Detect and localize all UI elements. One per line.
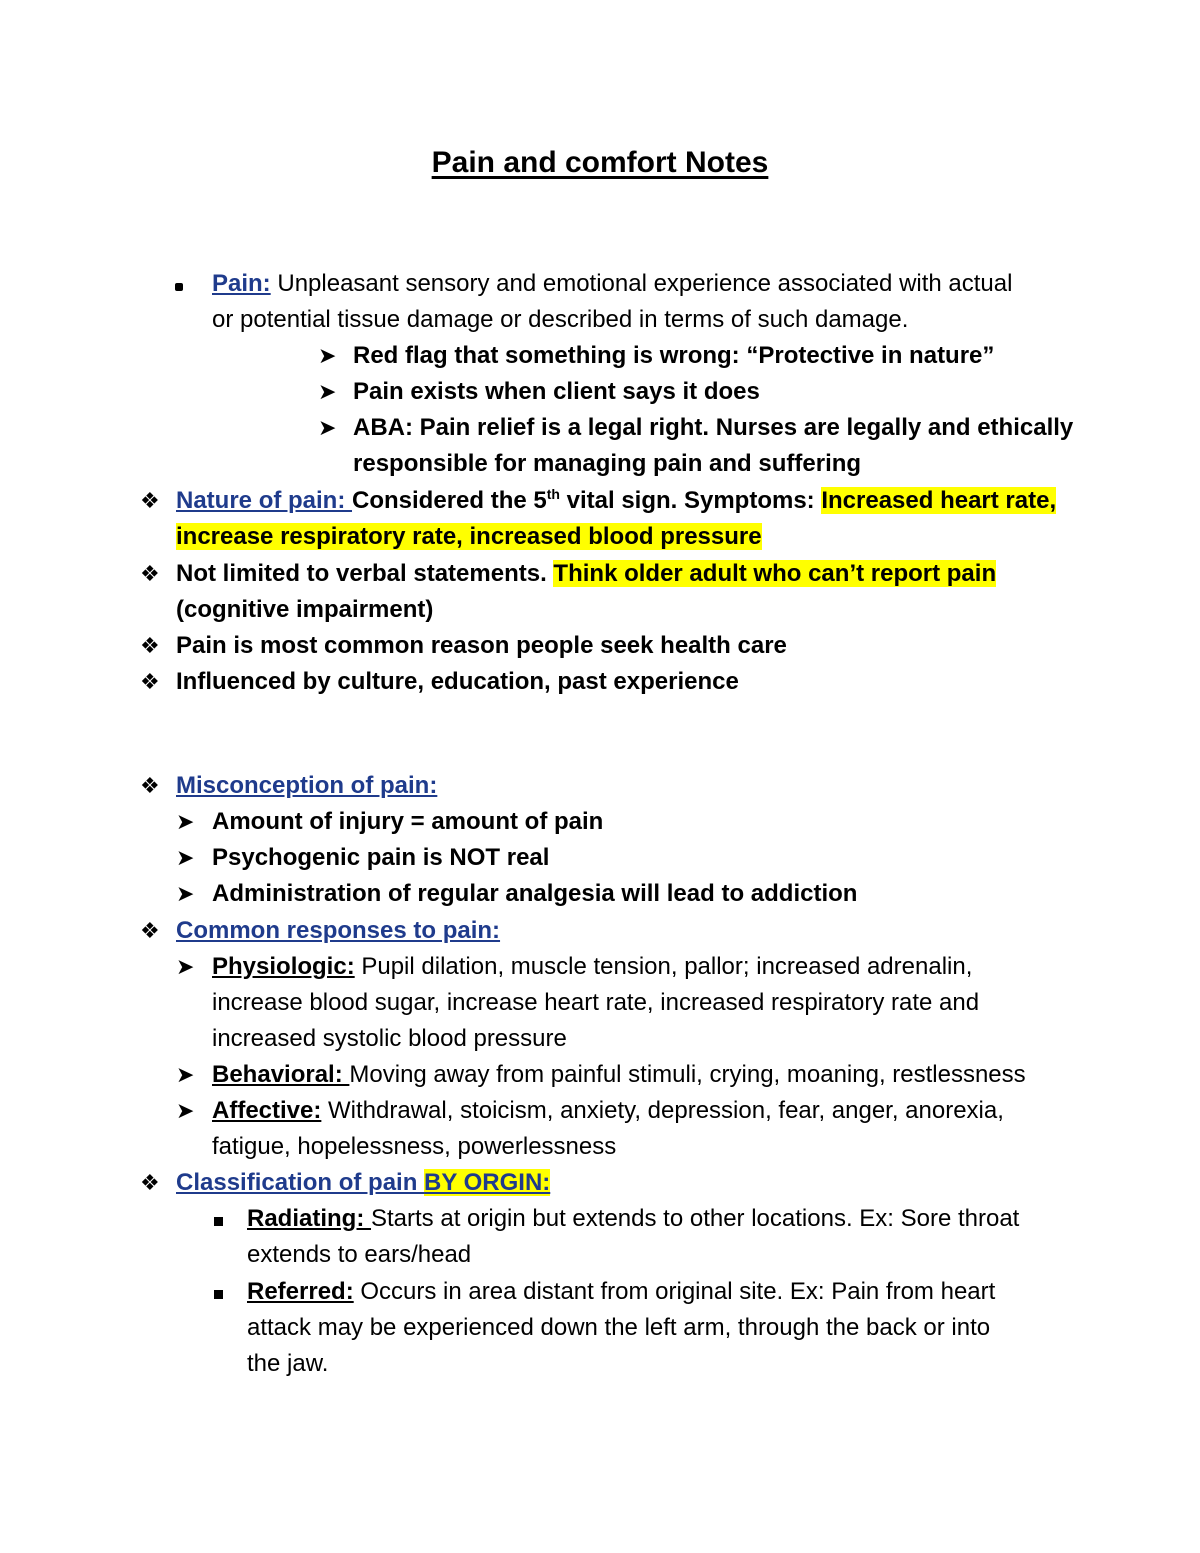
referred-line-3: the jaw. xyxy=(247,1350,329,1377)
arrow-icon: ➤ xyxy=(176,881,195,906)
diamond-icon: ❖ xyxy=(140,633,160,658)
referred-line-2: attack may be experienced down the left arm, through the back or into xyxy=(247,1314,991,1341)
responses-term: Common responses to pain: xyxy=(176,917,501,944)
pain-sub-1: Red flag that something is wrong: “Protective in nature” xyxy=(353,342,995,369)
misconception-item-2: Psychogenic pain is NOT real xyxy=(212,844,550,871)
physiologic-line-3: increased systolic blood pressure xyxy=(212,1025,567,1052)
arrow-icon: ➤ xyxy=(176,845,195,870)
diamond-icon: ❖ xyxy=(140,488,160,513)
classification-heading: Classification of pain BY ORGIN: xyxy=(176,1169,551,1196)
pain-definition-line-2: or potential tissue damage or described in terms of such damage. xyxy=(212,306,909,333)
classification-term: Classification of pain xyxy=(176,1169,425,1196)
misconception-heading xyxy=(176,768,437,804)
nature-term: Nature of pain: xyxy=(176,487,353,514)
nature-line-1: Nature of pain: Considered the 5th vital sign. Symptoms: Increased heart rate, xyxy=(176,486,1057,514)
physiologic-line-1: Physiologic: Pupil dilation, muscle tension, pallor; increased adrenalin, xyxy=(212,953,973,980)
physiologic-line-2: increase blood sugar, increase heart rate, increased respiratory rate and xyxy=(212,989,980,1016)
behavioral-line: Behavioral: Moving away from painful stimuli, crying, moaning, restlessness xyxy=(212,1061,1026,1088)
page-title: Pain and comfort Notes xyxy=(431,146,769,179)
verbal-line-1: Not limited to verbal statements. Think older adult who can’t report pain xyxy=(176,560,997,587)
responses-heading xyxy=(176,913,500,949)
radiating-line-1: Radiating: Starts at origin but extends to other locations. Ex: Sore throat xyxy=(247,1205,1020,1232)
nature-line-2: increase respiratory rate, increased blood pressure xyxy=(176,523,762,550)
common-reason: Pain is most common reason people seek health care xyxy=(176,632,787,659)
diamond-icon: ❖ xyxy=(140,1170,160,1195)
misconception-item-1: Amount of injury = amount of pain xyxy=(212,808,604,835)
affective-line-2: fatigue, hopelessness, powerlessness xyxy=(212,1133,617,1160)
pain-sub-3: ABA: Pain relief is a legal right. Nurses are legally and ethically xyxy=(353,414,1074,441)
radiating-line-2: extends to ears/head xyxy=(247,1241,472,1268)
pain-sub-3-cont: responsible for managing pain and suffering xyxy=(353,450,862,477)
influenced: Influenced by culture, education, past experience xyxy=(176,668,739,695)
dot-icon xyxy=(175,266,183,302)
pain-definition-line-1: Pain: Unpleasant sensory and emotional experience associated with actual xyxy=(212,270,1013,297)
diamond-icon: ❖ xyxy=(140,669,160,694)
square-icon xyxy=(214,1274,223,1310)
verbal-line-2: (cognitive impairment) xyxy=(176,596,434,623)
arrow-icon: ➤ xyxy=(176,1098,195,1123)
affective-line-1: Affective: Withdrawal, stoicism, anxiety, depression, fear, anger, anorexia, xyxy=(212,1097,1004,1124)
arrow-icon: ➤ xyxy=(176,1062,195,1087)
arrow-icon: ➤ xyxy=(176,954,195,979)
arrow-icon: ➤ xyxy=(318,415,337,440)
square-icon xyxy=(214,1201,223,1237)
referred-line-1: Referred: Occurs in area distant from original site. Ex: Pain from heart xyxy=(247,1278,996,1305)
arrow-icon: ➤ xyxy=(318,343,337,368)
arrow-icon: ➤ xyxy=(318,379,337,404)
pain-term: Pain: xyxy=(212,270,271,297)
diamond-icon: ❖ xyxy=(140,773,160,798)
misconception-item-3: Administration of regular analgesia will lead to addiction xyxy=(212,880,858,907)
misconception-term: Misconception of pain: xyxy=(176,772,438,799)
diamond-icon: ❖ xyxy=(140,561,160,586)
pain-sub-2: Pain exists when client says it does xyxy=(353,378,760,405)
diamond-icon: ❖ xyxy=(140,918,160,943)
arrow-icon: ➤ xyxy=(176,809,195,834)
